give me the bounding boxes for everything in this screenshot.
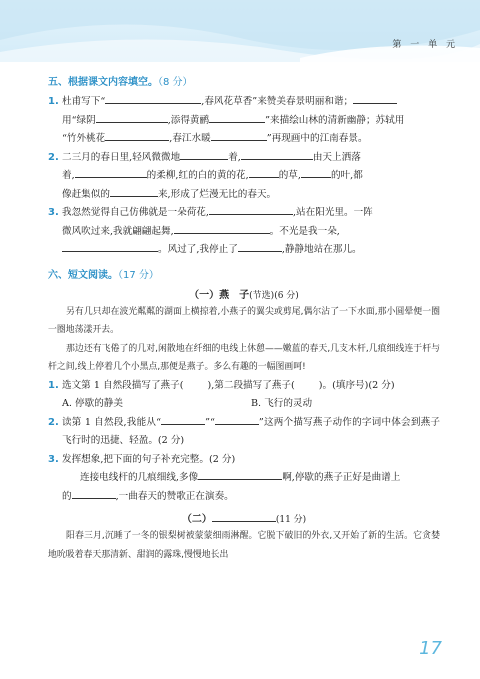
passage2-title: （二） (11 分) — [48, 510, 440, 525]
passage1-paragraph-1: 另有几只却在波光粼粼的湖面上横掠着,小燕子的翼尖或剪尾,偶尔沾了一下水面,那小圆晕便一圈一圈地荡漾开去。 — [48, 306, 440, 335]
question-6-2: 2. 读第 1 自然段,我能从“ ”“ ”这两个描写燕子动作的字词中体会到燕子飞行时的迅捷、轻盈。(2 分) — [48, 414, 440, 451]
answer-blank[interactable] — [241, 149, 313, 160]
page-number: 17 — [419, 638, 442, 659]
answer-blank[interactable] — [215, 414, 259, 425]
answer-blank[interactable] — [161, 414, 205, 425]
answer-blank[interactable] — [72, 488, 116, 499]
question-6-1: 1. 选文第 1 自然段描写了燕子( ),第二段描写了燕子( )。(填序号)(2 分) — [48, 379, 395, 391]
wave-decoration — [0, 0, 480, 62]
answer-blank[interactable] — [209, 112, 265, 123]
answer-blank[interactable] — [198, 469, 282, 480]
passage1-paragraph-2: 那边还有飞倦了的几对,闲散地在纤细的电线上休憩——嫩蓝的春天,几支木杆,几痕细线连于杆与杆之间,线上停着几个小黑点,那便是燕子。多么有趣的一幅图画呵! — [48, 343, 440, 372]
answer-blank[interactable] — [238, 241, 282, 252]
passage1-title: （一）燕 子(节选)(6 分) — [189, 289, 299, 301]
option-a[interactable]: A. 停歇的静美 — [62, 398, 123, 409]
section6-heading: 六、短文阅读。（17 分） — [48, 269, 159, 281]
answer-blank[interactable] — [211, 130, 267, 141]
answer-blank[interactable] — [62, 241, 158, 252]
answer-blank[interactable] — [209, 204, 293, 215]
question-6-3: 3. 发挥想象,把下面的句子补充完整。(2 分) 连接电线杆的几痕细线,多像 啊,停歇的燕子正好是曲谱上 的 ,一曲春天的赞歌正在演奏。 — [48, 453, 401, 502]
question-5-1: 1. 杜甫写下“ ,春风花草香”来赞美春景明丽和谐； 用“绿阴 ,添得黄鹂 ”来描绘山林的清新幽静；苏轼用 “竹外桃花 ,春江水暖 ”再现画中的江南春景。 — [48, 93, 440, 149]
unit-label: 第 一 单 元 — [392, 40, 458, 50]
answer-blank[interactable] — [75, 167, 147, 178]
passage2-paragraph-1: 阳春三月,沉睡了一冬的银梨树被蒙蒙细雨淋醒。它脱下破旧的外衣,又开始了新的生活。它贪婪地吮吸着春天那清新、甜润的露珠,慢慢地长出 — [48, 531, 440, 560]
answer-blank[interactable] — [96, 112, 168, 123]
title-blank[interactable] — [212, 511, 276, 522]
question-5-2: 2. 二三月的春日里,轻风微微地 着, 由天上洒落 着, 的柔柳,红的白的黄的花, 的草, 的叶,都 像赶集似的 来,形成了烂漫无比的春天。 — [48, 149, 440, 205]
answer-blank[interactable] — [105, 93, 201, 104]
section5-heading: 五、根据课文内容填空。（8 分） — [48, 77, 193, 88]
answer-blank[interactable] — [249, 167, 279, 178]
question-5-3: 3. 我忽然觉得自己仿佛就是一朵荷花, ,站在阳光里。一阵 微风吹过来,我就翩翩起舞, 。不光是我一朵, 。风过了,我停止了 ,静静地站在那儿。 — [48, 204, 440, 260]
answer-blank[interactable] — [301, 167, 331, 178]
question-6-1-options — [48, 395, 440, 414]
answer-blank[interactable] — [105, 130, 169, 141]
answer-blank[interactable] — [174, 223, 270, 234]
option-b[interactable]: B. 飞行的灵动 — [251, 398, 313, 409]
answer-blank[interactable] — [110, 186, 158, 197]
worksheet-content — [48, 70, 440, 564]
answer-blank[interactable] — [353, 93, 397, 104]
header-banner — [0, 0, 480, 62]
answer-blank[interactable] — [180, 149, 228, 160]
